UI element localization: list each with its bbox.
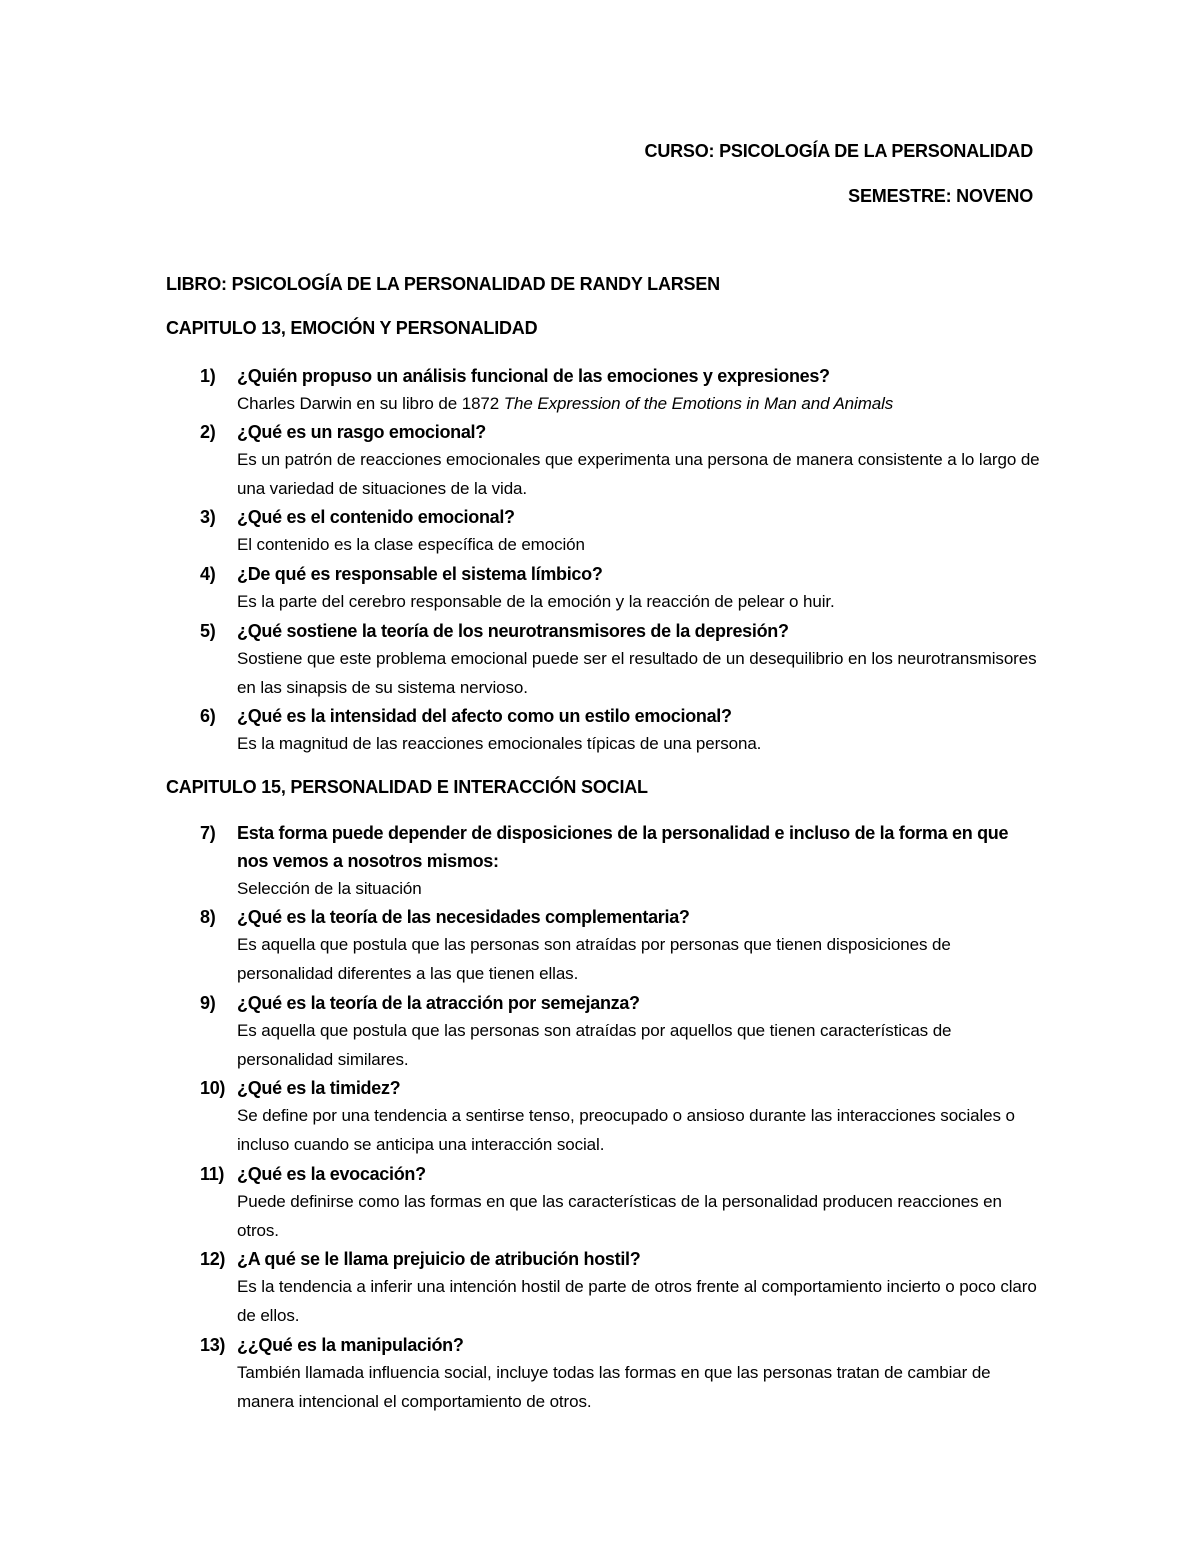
question — [200, 1245, 1040, 1273]
question-text: ¿De qué es responsable el sistema límbico? — [237, 564, 603, 584]
question-text: ¿¿Qué es la manipulación? — [237, 1335, 464, 1355]
question-text: ¿Quién propuso un análisis funcional de las emociones y expresiones? — [237, 366, 830, 386]
question-block-3 — [200, 503, 1040, 560]
question — [200, 617, 1040, 645]
question-block-6 — [200, 702, 1040, 759]
question-number: 7) — [200, 823, 216, 843]
question-block-13 — [200, 1331, 1040, 1416]
question-block-12 — [200, 1245, 1040, 1330]
answer: Sostiene que este problema emocional puede ser el resultado de un desequilibrio en los neurotransmisores en las sinapsis de su sistema nervioso. — [237, 649, 1037, 697]
question-block-8 — [200, 903, 1040, 988]
question-number: 1) — [200, 366, 216, 386]
course-header: CURSO: PSICOLOGÍA DE LA PERSONALIDAD — [644, 141, 1033, 161]
question-number: 11) — [200, 1164, 225, 1184]
question — [200, 560, 1040, 588]
chapter-15-title: CAPITULO 15, PERSONALIDAD E INTERACCIÓN SOCIAL — [166, 777, 648, 797]
question-number: 8) — [200, 907, 216, 927]
question — [200, 503, 1040, 531]
question-number: 12) — [200, 1249, 226, 1269]
book-title-italic: The Expression of the Emotions in Man and Animals — [503, 394, 894, 413]
question-text: ¿Qué es la intensidad del afecto como un estilo emocional? — [237, 706, 732, 726]
question — [200, 418, 1040, 446]
question-block-5 — [200, 617, 1040, 702]
question-number: 2) — [200, 422, 216, 442]
question-number: 3) — [200, 507, 216, 527]
answer: Puede definirse como las formas en que las características de la personalidad producen reacciones en otros. — [237, 1192, 1002, 1240]
question-text: ¿A qué se le llama prejuicio de atribución hostil? — [237, 1249, 641, 1269]
answer: Es la parte del cerebro responsable de la emoción y la reacción de pelear o huir. — [237, 592, 835, 611]
answer: El contenido es la clase específica de emoción — [237, 535, 585, 554]
answer: Es la tendencia a inferir una intención hostil de parte de otros frente al comportamiento incierto o poco claro de ellos. — [237, 1277, 1037, 1325]
question-number: 4) — [200, 564, 216, 584]
question — [200, 1160, 1040, 1188]
answer: Es la magnitud de las reacciones emocionales típicas de una persona. — [237, 734, 762, 753]
question-text: ¿Qué es la evocación? — [237, 1164, 426, 1184]
question-text: ¿Qué es un rasgo emocional? — [237, 422, 486, 442]
question-block-7 — [200, 819, 1040, 904]
question-text: ¿Qué es el contenido emocional? — [237, 507, 515, 527]
answer — [200, 390, 1040, 419]
question-text: Esta forma puede depender de disposiciones de la personalidad e incluso de la forma en que nos vemos a nosotros mismos: — [237, 823, 1009, 871]
question-text: ¿Qué es la timidez? — [237, 1078, 401, 1098]
answer: Es aquella que postula que las personas son atraídas por personas que tienen disposiciones de personalidad diferentes a las que tienen ellas. — [237, 935, 951, 983]
answer: Es un patrón de reacciones emocionales que experimenta una persona de manera consistente a lo largo de una variedad de situaciones de la vida. — [237, 450, 1040, 498]
question — [200, 989, 1040, 1017]
question-block-4 — [200, 560, 1040, 617]
question-number: 6) — [200, 706, 216, 726]
answer: Se define por una tendencia a sentirse tenso, preocupado o ansioso durante las interacciones sociales o incluso cuando se anticipa una interacción social. — [237, 1106, 1015, 1154]
answer: También llamada influencia social, incluye todas las formas en que las personas tratan de cambiar de manera intencional el comportamiento de otros. — [237, 1363, 991, 1411]
question — [200, 1074, 1040, 1102]
answer: Es aquella que postula que las personas son atraídas por aquellos que tienen características de personalidad similares. — [237, 1021, 952, 1069]
question-block-2 — [200, 418, 1040, 503]
question-block-10 — [200, 1074, 1040, 1159]
question-text: ¿Qué es la teoría de la atracción por semejanza? — [237, 993, 640, 1013]
book-title: LIBRO: PSICOLOGÍA DE LA PERSONALIDAD DE RANDY LARSEN — [166, 274, 720, 294]
question-block-11 — [200, 1160, 1040, 1245]
question-number: 9) — [200, 993, 216, 1013]
question-number: 10) — [200, 1078, 226, 1098]
question — [200, 819, 1040, 875]
question-block-1 — [200, 362, 1040, 419]
question-block-9 — [200, 989, 1040, 1074]
question-number: 13) — [200, 1335, 226, 1355]
question-text: ¿Qué sostiene la teoría de los neurotransmisores de la depresión? — [237, 621, 789, 641]
question — [200, 903, 1040, 931]
chapter-13-title: CAPITULO 13, EMOCIÓN Y PERSONALIDAD — [166, 318, 538, 338]
question — [200, 1331, 1040, 1359]
answer-text: Charles Darwin en su libro de 1872 — [237, 394, 504, 413]
question-number: 5) — [200, 621, 216, 641]
question — [200, 702, 1040, 730]
semester-header: SEMESTRE: NOVENO — [848, 186, 1033, 206]
question — [200, 362, 1040, 390]
answer: Selección de la situación — [237, 879, 422, 898]
question-text: ¿Qué es la teoría de las necesidades complementaria? — [237, 907, 690, 927]
